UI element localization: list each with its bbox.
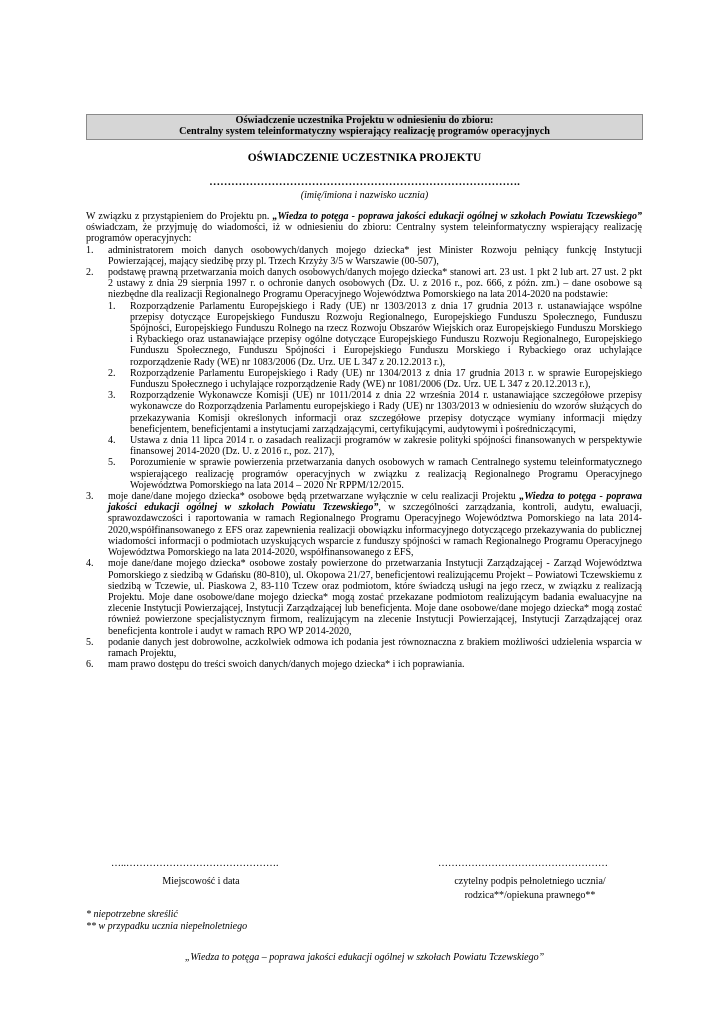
list-item-text: moje dane/dane mojego dziecka* osobowe zostały powierzone do przetwarzania Instytucji Zarządzającej - Zarząd Województwa Pomorskiego z siedzibą w Gdańsku (80-810), ul. Okopowa 21/27, beneficjentowi realizującemu Projekt – Powiatowi Tczewskiemu z siedzibą w Tczewie, ul. Piaskowa 2, 83-110 Tczew oraz podmiotom, które świadczą usługi na jego rzecz, w związku z realizacją Projektu. Moje dane osobowe/dane mojego dziecka* mogą zostać przekazane podmiotom realizującym badania ewaluacyjne na zlecenie Instytucji Powierzającej, Instytucji Zarządzającej lub beneficjenta. Moje dane osobowe/dane mojego dziecka* mogą zostać również powierzone specjalistycznym firmom, realizującym na zlecenie Instytucji Powierzającej, Instytucji Zarządzającej oraz beneficjenta kontrole i audyt w ramach RPO WP 2014-2020, xyxy=(108,558,642,637)
list-item-number: 2. xyxy=(86,267,94,279)
sublist-item xyxy=(86,435,642,457)
signature-label-line-1: czytelny podpis pełnoletniego ucznia/ xyxy=(454,876,606,887)
signature-line: …………………………………………… xyxy=(438,858,608,869)
sublist-item xyxy=(86,390,642,435)
intro-rest: oświadczam, że przyjmuję do wiadomości, iż w odniesieniu do zbioru: Centralny system teleinformatyczny wspierający realizację programów operacyjnych: xyxy=(86,222,642,245)
intro-paragraph xyxy=(86,211,642,245)
sublist-item-number: 4. xyxy=(108,435,116,447)
sublist-item-number: 2. xyxy=(108,367,116,379)
list-item xyxy=(86,637,642,659)
list-item-text: administratorem moich danych osobowych/danych mojego dziecka* jest Minister Rozwoju pełniący funkcję Instytucji Powierzającej, mający siedzibę przy pl. Trzech Krzyży 3/5 w Warszawie (00-507), xyxy=(108,244,642,267)
list-item-number: 1. xyxy=(86,244,94,256)
sublist-item-number: 5. xyxy=(108,457,116,469)
list-item-text: podanie danych jest dobrowolne, aczkolwiek odmowa ich podania jest równoznaczna z brakiem możliwości udzielenia wsparcia w ramach Projektu, xyxy=(108,636,642,659)
sublist-item xyxy=(86,457,642,491)
footnote-2: ** w przypadku ucznia niepełnoletniego xyxy=(86,921,248,932)
signature-label-line-2: rodzica**/opiekuna prawnego** xyxy=(464,890,596,901)
list-item xyxy=(86,267,642,301)
page-footer: „Wiedza to potęga – poprawa jakości edukacji ogólnej w szkołach Powiatu Tczewskiego” xyxy=(184,952,545,963)
sublist-item-text: Ustawa z dnia 11 lipca 2014 r. o zasadach realizacji programów w zakresie polityki spójności finansowanych w perspektywie finansowej 2014-2020 (Dz. U. z 2016 r., poz. 217), xyxy=(130,435,642,458)
sublist-item-text: Rozporządzenie Parlamentu Europejskiego i Rady (UE) nr 1303/2013 z dnia 17 grudnia 2013 r. ustanawiające wspólne przepisy dotyczące Europejskiego Funduszu Rozwoju Regionalnego, Europejskiego Funduszu Społecznego, Funduszu Spójności, Europejskiego Funduszu Rolnego na rzecz Rozwoju Obszarów Wiejskich oraz Europejskiego Funduszu Morskiego i Rybackiego oraz ustanawiające przepisy ogólne dotyczące Europejskiego Funduszu Rozwoju Regionalnego, Europejskiego Funduszu Społecznego, Funduszu Spójności i Europejskiego Funduszu Morskiego i Rybackiego oraz uchylające rozporządzenie Rady (WE) nr 1083/2006 (Dz. Urz. UE L 347 z 20.12.2013 r.), xyxy=(130,300,642,368)
sublist-item-text: Rozporządzenie Parlamentu Europejskiego i Rady (UE) nr 1304/2013 z dnia 17 grudnia 2013 r. w sprawie Europejskiego Funduszu Społecznego i uchylające rozporządzenie Rady (WE) nr 1081/2006 (Dz. Urz. UE L 347 z 20.12.2013 r.), xyxy=(130,367,642,391)
sublist-item xyxy=(86,368,642,390)
header-line-2: Centralny system teleinformatyczny wspierający realizację programów operacyjnych xyxy=(179,126,550,137)
intro-lead: W związku z przystąpieniem do Projektu pn. xyxy=(86,211,273,222)
sublist-item-number: 1. xyxy=(108,300,116,312)
list-item-number: 4. xyxy=(86,558,94,570)
list-item-text: mam prawo dostępu do treści swoich danych/danych mojego dziecka* i ich poprawiania. xyxy=(108,659,465,671)
list-item-number: 5. xyxy=(86,636,94,648)
document-title: OŚWIADCZENIE UCZESTNIKA PROJEKTU xyxy=(247,152,482,164)
header-line-1: Oświadczenie uczestnika Projektu w odniesieniu do zbioru: xyxy=(235,115,494,126)
name-field-caption: (imię/imiona i nazwisko ucznia) xyxy=(300,190,429,201)
document-body xyxy=(86,211,642,670)
list-item-number: 6. xyxy=(86,659,94,671)
footnote-1: * niepotrzebne skreślić xyxy=(86,909,178,920)
list-item-rest: , w szczególności zarządzania, kontroli, audytu, ewaluacji, sprawozdawczości i raportowania w ramach Regionalnego Programu Operacyjnego Województwa Pomorskiego na lata 2014-2020,współfinansowanego z EFS oraz zapewnienia realizacji obowiązku informacyjnego dotyczącego przekazywania do publicznej wiadomości informacji o podmiotach uzyskujących wsparcie z funduszy spójności w ramach Regionalnego Programu Operacyjnego Województwa Pomorskiego na lata 2014-2020, współfinansowanego z EFS, xyxy=(108,502,642,559)
list-item xyxy=(86,245,642,267)
list-item-text: podstawę prawną przetwarzania moich danych osobowych/danych mojego dziecka* stanowi art. 23 ust. 1 pkt 2 lub art. 27 ust. 2 pkt 2 ustawy z dnia 29 sierpnia 1997 r. o ochronie danych osobowych (Dz. U. z 2016 r., poz. 666, z późn. zm.) – dane osobowe są niezbędne dla realizacji Regionalnego Programu Operacyjnego Województwa Pomorskiego na lata 2014-2020 na podstawie: xyxy=(108,267,642,301)
sublist-item-number: 3. xyxy=(108,390,116,402)
sublist-item-text: Rozporządzenie Wykonawcze Komisji (UE) nr 1011/2014 z dnia 22 września 2014 r. ustanawiające szczegółowe przepisy wykonawcze do Rozporządzenia Parlamentu europejskiego i Rady (UE) nr 1303/2013 w odniesieniu do wzorów służących do przekazywania Komisji określonych informacji oraz szczegółowe przepisy dotyczące wymiany informacji między beneficjentem, beneficjentami a instytucjami zarządzającymi, certyfikującymi, audytowymi i pośredniczącymi, xyxy=(130,390,642,435)
list-item xyxy=(86,491,642,558)
sublist-item-text: Porozumienie w sprawie powierzenia przetwarzania danych osobowych w ramach Centralnego systemu teleinformatycznego wspierającego realizację programów operacyjnych w związku z realizacją Regionalnego Programu Operacyjnego Województwa Pomorskiego na lata 2014 – 2020 Nr RPPM/12/2015. xyxy=(130,457,642,491)
name-field-dots: …………………………………………………………………………. xyxy=(209,176,520,188)
list-item-lead: moje dane/dane mojego dziecka* osobowe będą przetwarzane wyłącznie w celu realizacji Projektu xyxy=(108,491,520,503)
place-date-label: Miejscowość i data xyxy=(162,876,240,887)
place-date-line: …..………………………………………. xyxy=(111,858,279,869)
list-item-project-name: „Wiedza to potęga - poprawa jakości edukacji ogólnej w szkołach Powiatu Tczewskiego” xyxy=(108,491,642,514)
list-item xyxy=(86,558,642,636)
sublist-item xyxy=(86,301,642,368)
list-item-number: 3. xyxy=(86,491,94,503)
list-item xyxy=(86,659,642,670)
intro-project-name: „Wiedza to potęga - poprawa jakości edukacji ogólnej w szkołach Powiatu Tczewskiego” xyxy=(272,211,642,222)
